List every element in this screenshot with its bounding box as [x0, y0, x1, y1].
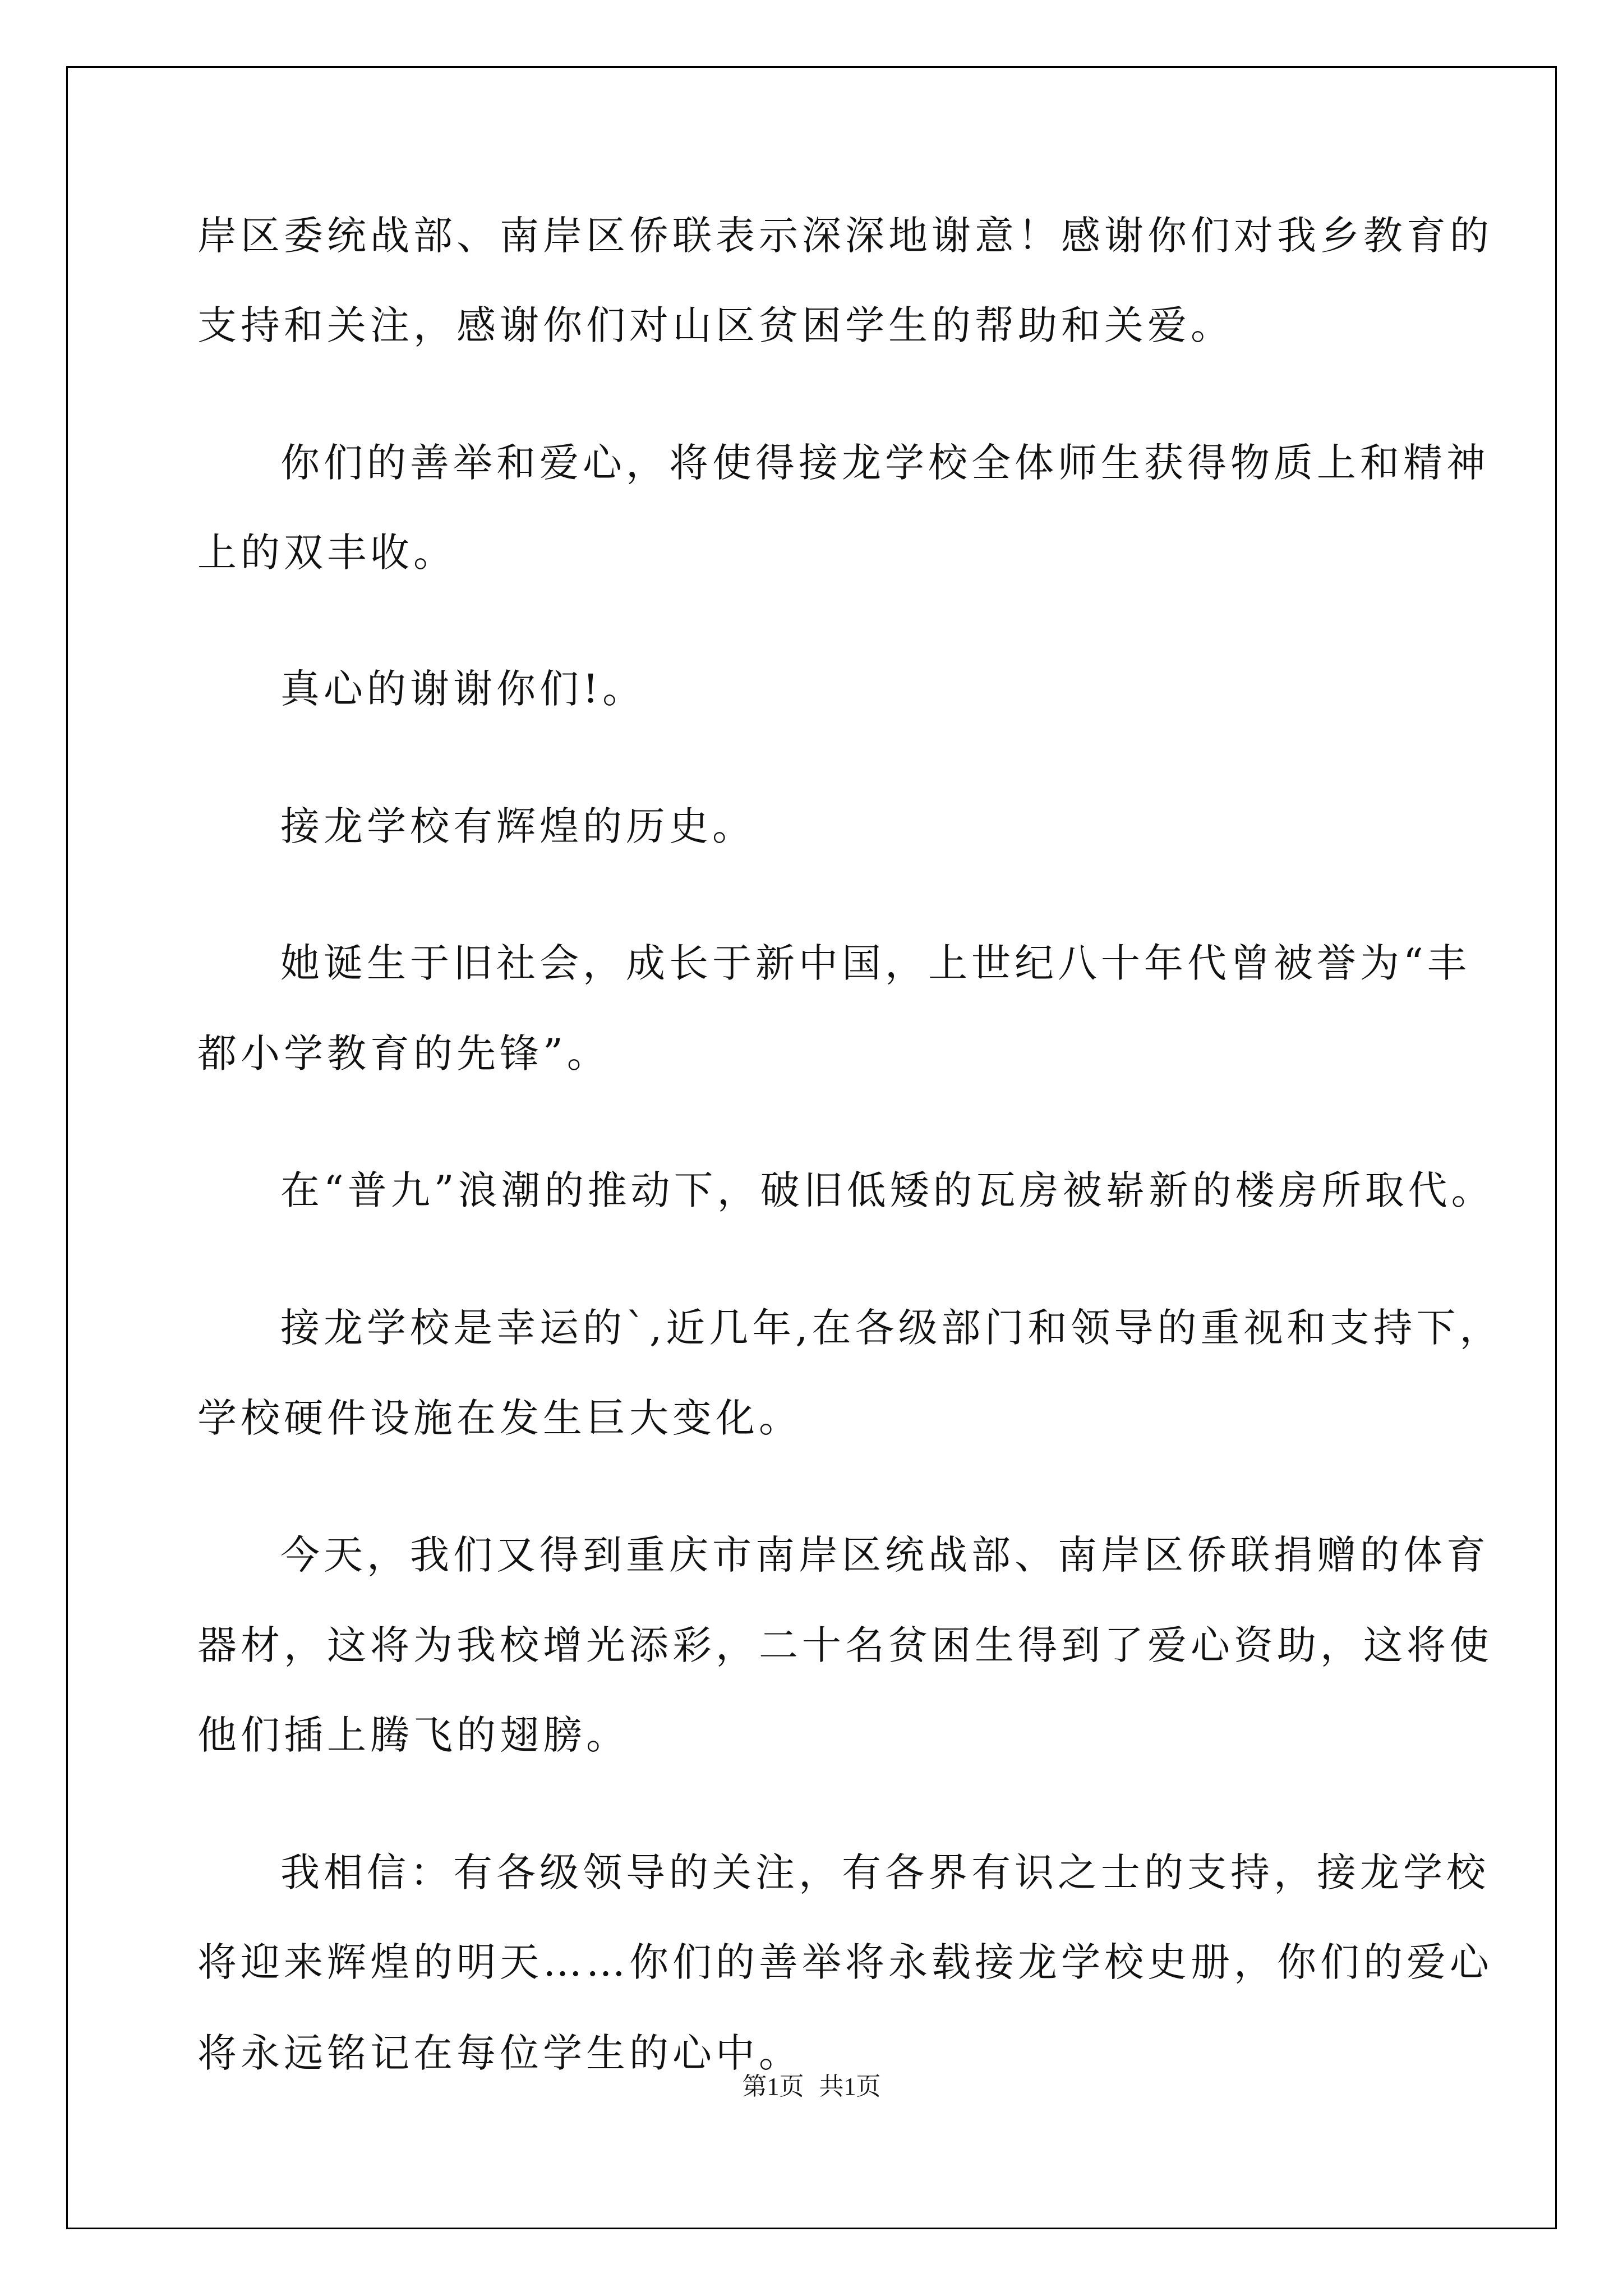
text-line: 在“普九”浪潮的推动下，破旧低矮的瓦房被崭新的楼房所取代。 [280, 1167, 1495, 1213]
text-line: 学校硬件设施在发生巨大变化。 [197, 1395, 802, 1441]
text-line: 器材，这将为我校增光添彩，二十名贫困生得到了爱心资助，这将使 [197, 1622, 1493, 1668]
text-line: 上的双丰收。 [197, 530, 457, 576]
text-line: 她诞生于旧社会，成长于新中国，上世纪八十年代曾被誉为“丰 [280, 940, 1470, 986]
text-line: 岸区委统战部、南岸区侨联表示深深地谢意！感谢你们对我乡教育的 [197, 213, 1493, 259]
text-line: 将永远铭记在每位学生的心中。 [197, 2030, 802, 2076]
text-line: 接龙学校有辉煌的历史。 [280, 803, 755, 849]
page-total: 共1页 [819, 2073, 881, 2100]
text-line: 他们插上腾飞的翅膀。 [197, 1712, 629, 1758]
text-line: 你们的善举和爱心，将使得接龙学校全体师生获得物质上和精神 [280, 440, 1490, 486]
text-line: 接龙学校是幸运的`,近几年,在各级部门和领导的重视和支持下， [280, 1305, 1503, 1351]
text-line: 都小学教育的先锋”。 [197, 1030, 610, 1076]
text-line: 将迎来辉煌的明天……你们的善举将永载接龙学校史册，你们的爱心 [197, 1939, 1493, 1985]
text-line: 今天，我们又得到重庆市南岸区统战部、南岸区侨联捐赠的体育 [280, 1532, 1490, 1578]
text-line: 支持和关注，感谢你们对山区贫困学生的帮助和关爱。 [197, 302, 1234, 348]
text-line: 真心的谢谢你们!。 [280, 666, 646, 712]
page-footer [0, 2070, 1623, 2104]
text-line: 我相信：有各级领导的关注，有各界有识之士的支持，接龙学校 [280, 1849, 1490, 1895]
page-border [66, 66, 1557, 2229]
page-number: 第1页 [742, 2073, 804, 2100]
